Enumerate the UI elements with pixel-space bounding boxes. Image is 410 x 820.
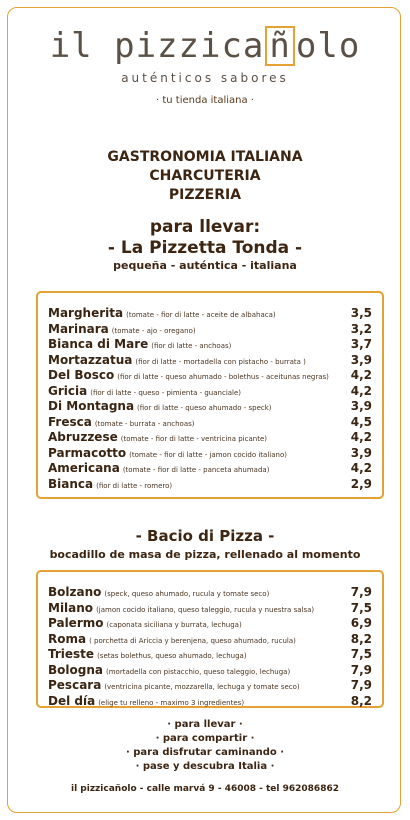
- bacio-row: [48, 581, 372, 597]
- bacio-row: [48, 612, 372, 628]
- item-description: ( porchetta di Ariccia y berenjena, queso ahumado, rucula): [89, 636, 296, 645]
- item-description: (ventricina picante, mozzarella, lechuga y tomate seco): [104, 683, 300, 691]
- item-description: (jamon cocido italiano, queso taleggio, rucula y nuestra salsa): [96, 605, 315, 614]
- item-name: Trieste: [48, 647, 95, 661]
- item-name: Bianca di Mare: [48, 337, 149, 351]
- item-price: 8,2: [350, 631, 372, 646]
- item-description: (fior di latte - anchoas): [151, 342, 232, 350]
- bacio-row: [48, 628, 372, 644]
- pizza-row: [48, 426, 372, 442]
- pizza-row: [48, 349, 372, 365]
- bacio-title: - Bacio di Pizza -: [135, 527, 275, 545]
- item-name: Marinara: [48, 321, 109, 336]
- pizza-row: [48, 333, 372, 349]
- pizzetta-title: - La Pizzetta Tonda -: [107, 238, 303, 258]
- item-name: Del día: [48, 693, 96, 708]
- store-line: · tu tienda italiana ·: [156, 95, 254, 106]
- logo-text-end: olo: [295, 26, 361, 66]
- item-price: 3,9: [350, 399, 372, 413]
- item-name: Bianca: [48, 476, 94, 491]
- item-description: (fior di latte - queso ahumado - bolethus - aceitunas negras): [117, 373, 329, 381]
- bacio-row: [48, 674, 372, 690]
- pizzetta-subtitle: pequeña - auténtica - italiana: [113, 259, 297, 272]
- item-price: 7,9: [350, 585, 372, 599]
- item-name: Bolzano: [48, 585, 102, 599]
- tagline: auténticos sabores: [121, 71, 289, 85]
- category-gastronomia: GASTRONOMIA ITALIANA: [107, 149, 303, 165]
- logo-text-start: il pizzica: [49, 26, 265, 66]
- footer-line: · para compartir ·: [155, 733, 255, 744]
- item-description: (setas bolethus, queso ahumado, lechuga): [97, 652, 247, 660]
- category-pizzeria: PIZZERIA: [168, 187, 242, 203]
- item-price: 4,5: [350, 414, 372, 429]
- item-description: (tomate - fior di latte - jamon cocido italiano): [129, 450, 287, 459]
- item-name: Roma: [48, 631, 87, 646]
- category-charcuteria: CHARCUTERIA: [149, 168, 261, 184]
- footer-line: · para llevar ·: [167, 719, 243, 730]
- item-price: 7,5: [350, 600, 372, 615]
- item-description: (caponata siciliana y burrata, lechuga): [106, 621, 242, 629]
- item-price: 3,7: [350, 337, 372, 351]
- item-price: 2,9: [350, 476, 372, 491]
- logo: [0, 26, 410, 66]
- item-price: 4,2: [350, 383, 372, 398]
- item-name: Di Montagna: [48, 399, 135, 413]
- item-description: (fior di latte - mortadella con pistacho - burrata ): [135, 357, 306, 366]
- item-price: 4,2: [350, 368, 372, 382]
- pizzetta-list: [48, 302, 372, 491]
- footer-line: · pase y descubra Italia ·: [135, 761, 275, 772]
- item-price: 7,5: [350, 647, 372, 661]
- item-price: 8,2: [350, 693, 372, 708]
- pizza-row: [48, 302, 372, 318]
- logo-boxed-letter: ñ: [265, 26, 294, 66]
- item-name: Pescara: [48, 678, 102, 692]
- item-name: Palermo: [48, 616, 104, 630]
- item-description: (tomate - fior di latte - panceta ahumada): [122, 466, 270, 474]
- bacio-list: [48, 581, 372, 708]
- item-price: 4,2: [350, 461, 372, 475]
- takeaway-title: para llevar:: [149, 217, 261, 237]
- item-price: 3,9: [350, 352, 372, 367]
- item-price: 7,9: [350, 678, 372, 692]
- item-name: Mortazzatua: [48, 352, 133, 367]
- item-description: (tomate - fior di latte - ventricina picante): [120, 435, 267, 443]
- item-price: 3,9: [350, 445, 372, 460]
- pizza-row: [48, 457, 372, 473]
- item-price: 3,2: [350, 321, 372, 336]
- item-name: Parmacotto: [48, 445, 127, 460]
- category-list: [0, 148, 410, 205]
- bacio-menu-box: [36, 570, 384, 708]
- pizza-row: [48, 442, 372, 458]
- item-name: Gricia: [48, 383, 88, 398]
- bacio-subtitle: bocadillo de masa de pizza, rellenado al momento: [49, 548, 361, 561]
- bacio-row: [48, 659, 372, 675]
- item-description: (speck, queso ahumado, rucula y tomate seco): [104, 590, 270, 598]
- footer-line: · para disfrutar caminando ·: [125, 747, 285, 758]
- item-price: 7,9: [350, 662, 372, 677]
- item-name: Fresca: [48, 414, 92, 429]
- bacio-row: [48, 643, 372, 659]
- item-name: Abruzzese: [48, 430, 118, 444]
- item-name: Milano: [48, 600, 94, 615]
- item-description: (elige tu relleno - maximo 3 ingredientes): [98, 698, 245, 707]
- bacio-row: [48, 597, 372, 613]
- item-description: (fior di latte - romero): [96, 481, 173, 490]
- footer-slogans: [0, 718, 410, 774]
- item-description: (fior di latte - queso ahumado - speck): [137, 404, 272, 412]
- item-description: (mortadella con pistacchio, queso taleggio, lechuga): [105, 667, 291, 676]
- item-description: (tomate - fior di latte - aceite de albahaca): [126, 311, 276, 319]
- item-name: Bologna: [48, 662, 103, 677]
- pizza-row: [48, 364, 372, 380]
- address-line: il pizzicañolo - calle marvá 9 - 46008 - tel 962086862: [70, 784, 339, 794]
- item-price: 4,2: [350, 430, 372, 444]
- item-description: (tomate - burrata - anchoas): [94, 419, 195, 428]
- item-name: Americana: [48, 461, 120, 475]
- item-price: 6,9: [350, 616, 372, 630]
- item-description: (fior di latte - queso - pimienta - guanciale): [90, 388, 242, 397]
- item-price: 3,5: [350, 306, 372, 320]
- pizza-row: [48, 395, 372, 411]
- pizzetta-menu-box: [36, 291, 384, 499]
- item-name: Del Bosco: [48, 368, 115, 382]
- item-name: Margherita: [48, 306, 124, 320]
- bacio-row: [48, 690, 372, 706]
- item-description: (tomate - ajo - oregano): [111, 326, 196, 335]
